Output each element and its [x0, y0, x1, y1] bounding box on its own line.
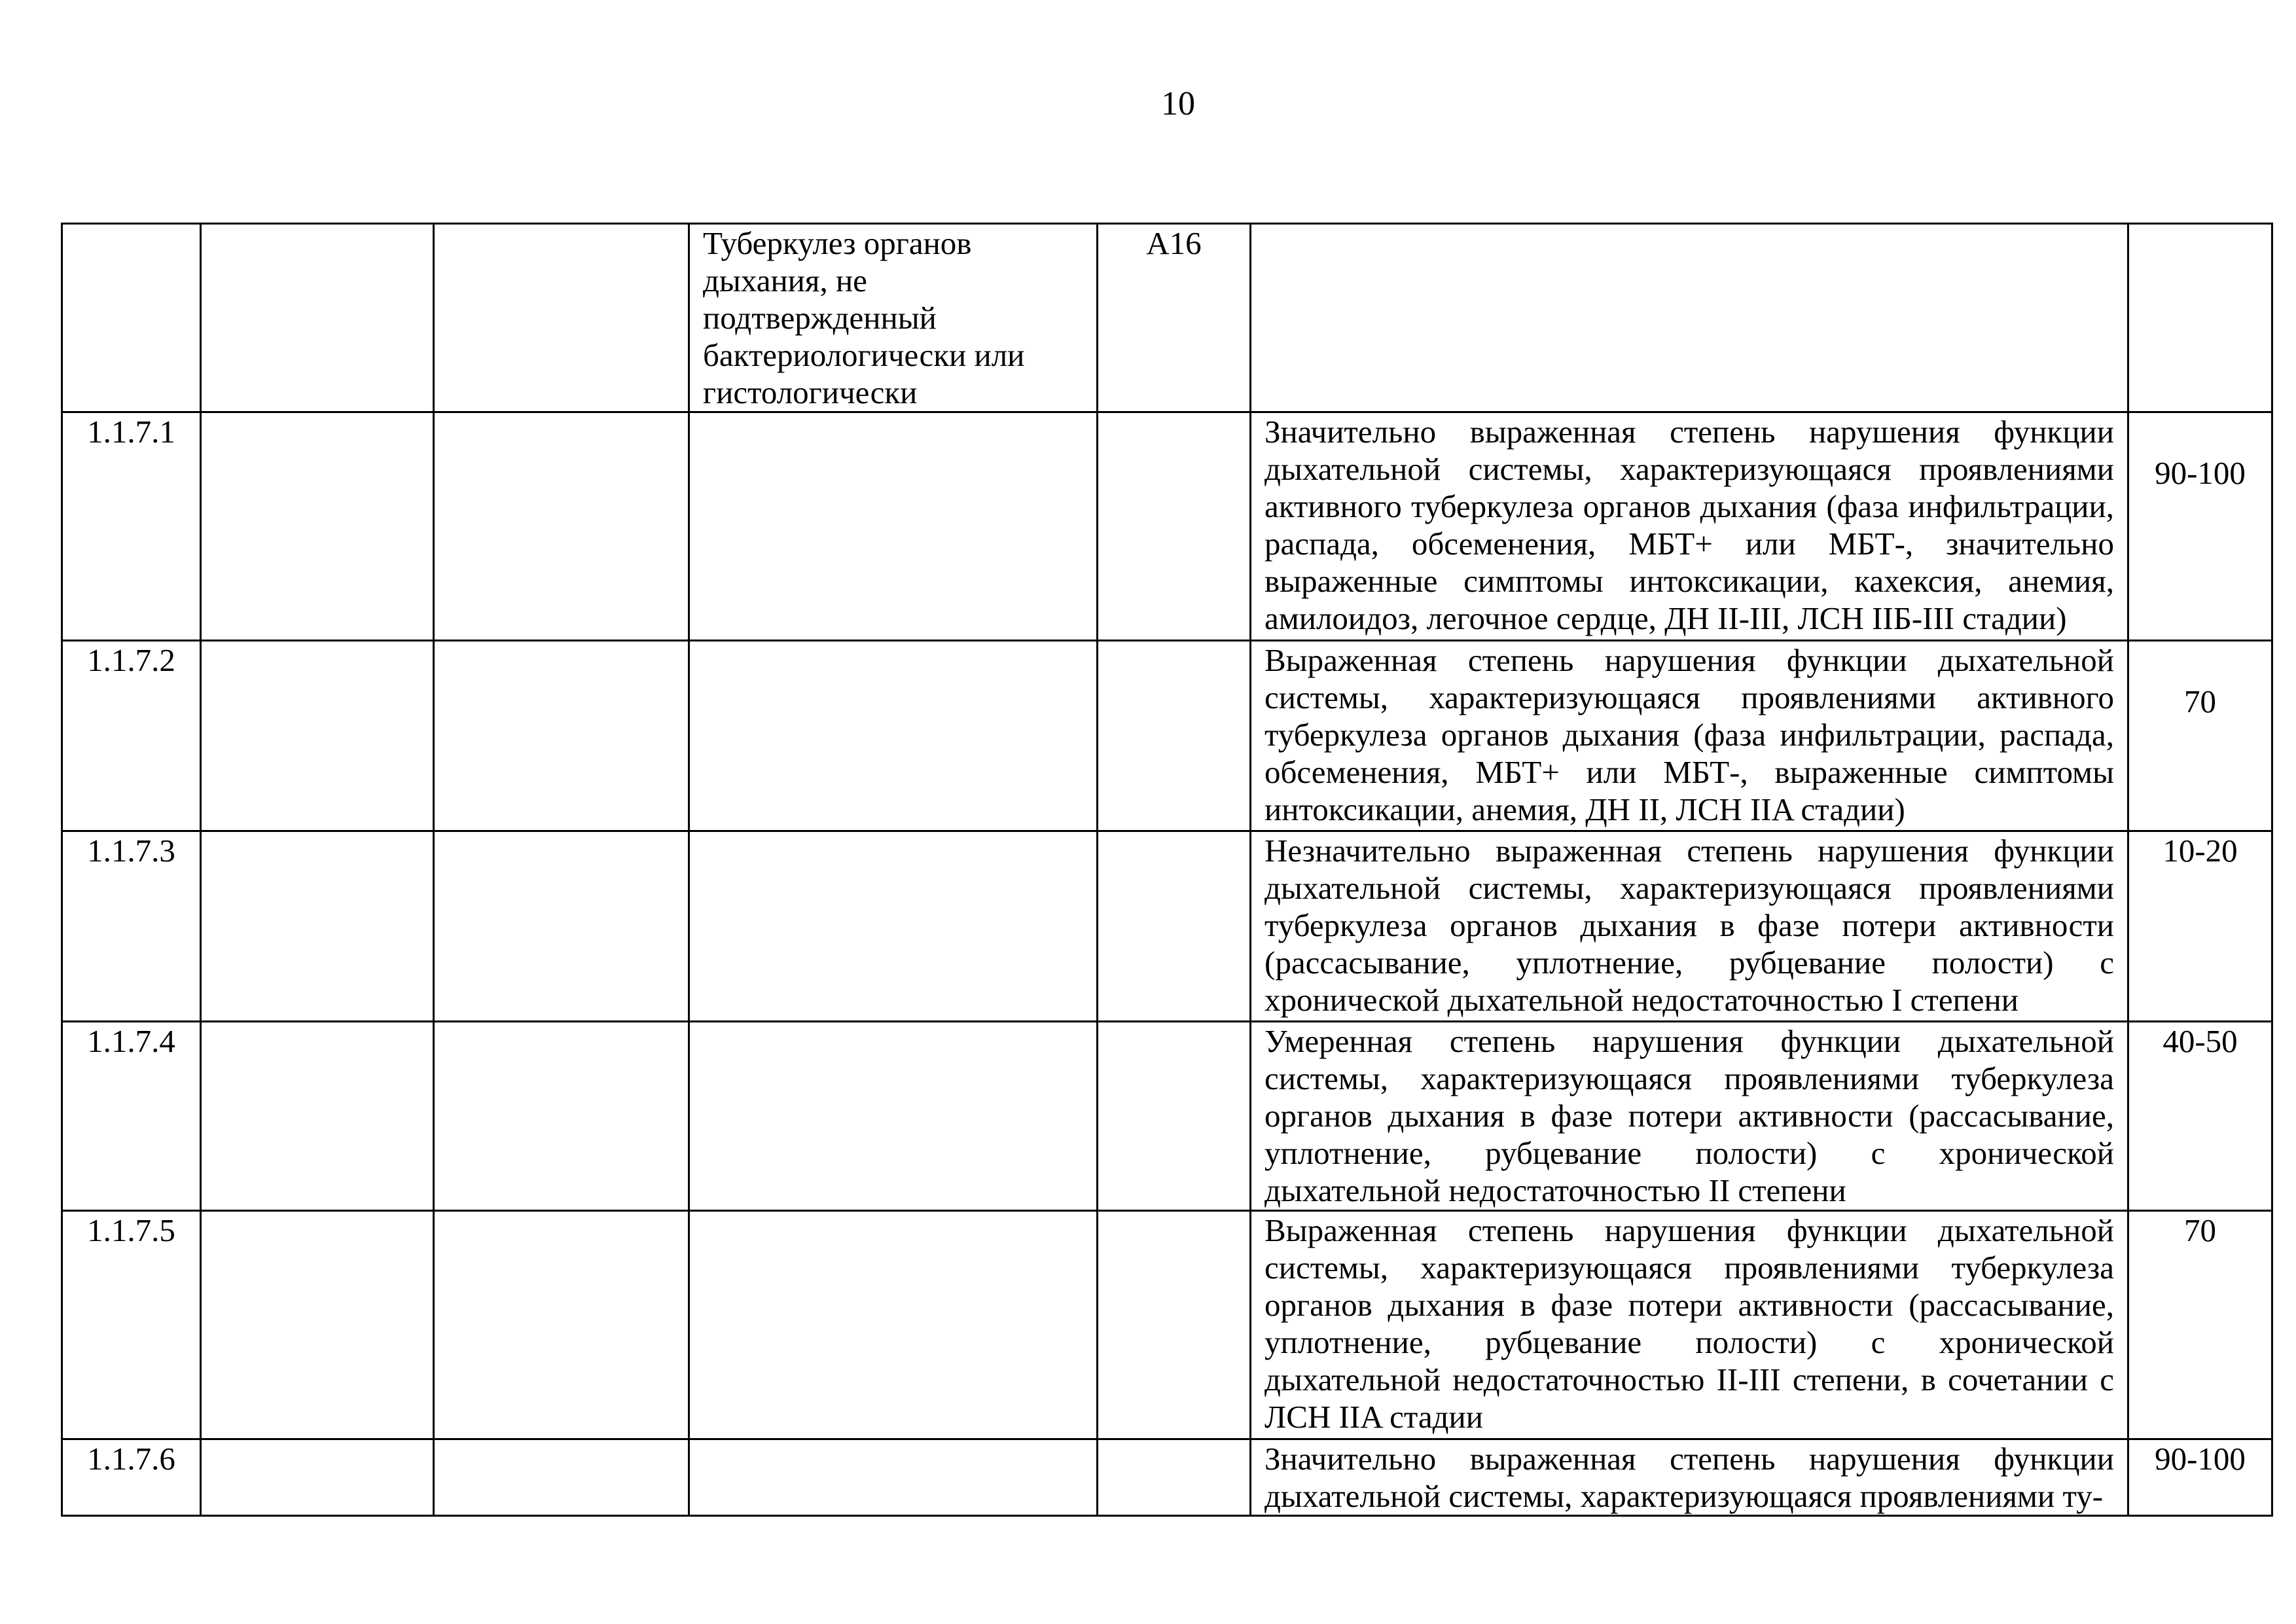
empty-cell [1098, 1211, 1251, 1439]
table-row [62, 1439, 2272, 1516]
icd-code-cell: A16 [1098, 224, 1251, 412]
empty-cell [1098, 641, 1251, 831]
percent-cell: 90-100 [2128, 1439, 2272, 1516]
row-number-cell: 1.1.7.1 [62, 412, 201, 641]
row-number-cell: 1.1.7.4 [62, 1022, 201, 1211]
description-cell: Выраженная степень нарушения функции дыхательной системы, характеризующаяся проявлениями активного туберкулеза органов дыхания (фаза инфильтрации, распада, обсеменения, МБТ+ или МБТ-, выраженные симптомы интоксикации, анемия, ДН II, ЛСН IIA стадии) [1251, 641, 2128, 831]
description-cell: Выраженная степень нарушения функции дыхательной системы, характеризующаяся проявлениями туберкулеза органов дыхания в фазе потери активности (рассасывание, уплотнение, рубцевание полости) с хронической дыхательной недостаточностью II-III степени, в сочетании с ЛСН IIA стадии [1251, 1211, 2128, 1439]
empty-cell [434, 1022, 689, 1211]
description-cell: Значительно выраженная степень нарушения функции дыхательной системы, характеризующаяся проявлениями ту- [1251, 1439, 2128, 1516]
table-row [62, 1211, 2272, 1439]
table-row-a16 [62, 224, 2272, 412]
description-cell: Умеренная степень нарушения функции дыхательной системы, характеризующаяся проявлениями туберкулеза органов дыхания в фазе потери активности (рассасывание, уплотнение, рубцевание полости) с хронической дыхательной недостаточностью II степени [1251, 1022, 2128, 1211]
empty-cell [201, 641, 434, 831]
table-row [62, 831, 2272, 1022]
row-number-cell [62, 224, 201, 412]
page-number: 10 [1161, 85, 1195, 122]
empty-cell [689, 1211, 1098, 1439]
empty-cell [434, 1439, 689, 1516]
table-row [62, 641, 2272, 831]
empty-cell [1098, 1022, 1251, 1211]
percent-cell: 40-50 [2128, 1022, 2272, 1211]
empty-cell [434, 1211, 689, 1439]
empty-cell [201, 224, 434, 412]
empty-cell [689, 641, 1098, 831]
row-number-cell: 1.1.7.3 [62, 831, 201, 1022]
empty-cell [1098, 412, 1251, 641]
percent-cell: 70 [2128, 1211, 2272, 1439]
empty-cell [201, 1439, 434, 1516]
empty-cell [201, 831, 434, 1022]
empty-cell [434, 641, 689, 831]
empty-cell [434, 831, 689, 1022]
percent-cell: 70 [2128, 641, 2272, 831]
empty-cell [689, 831, 1098, 1022]
empty-cell [201, 1211, 434, 1439]
row-number-cell: 1.1.7.2 [62, 641, 201, 831]
empty-cell [434, 412, 689, 641]
description-cell: Незначительно выраженная степень нарушения функции дыхательной системы, характеризующаяся проявлениями туберкулеза органов дыхания в фазе потери активности (рассасывание, уплотнение, рубцевание полости) с хронической дыхательной недостаточностью I степени [1251, 831, 2128, 1022]
empty-cell [201, 412, 434, 641]
empty-cell [689, 1439, 1098, 1516]
empty-cell [689, 1022, 1098, 1211]
description-cell [1251, 224, 2128, 412]
row-number-cell: 1.1.7.5 [62, 1211, 201, 1439]
table-row [62, 412, 2272, 641]
percent-cell [2128, 224, 2272, 412]
disability-criteria-table [61, 223, 2273, 1517]
empty-cell [201, 1022, 434, 1211]
disease-name-cell: Туберкулез органов дыхания, не подтвержденный бактериологически или гистологически [689, 224, 1098, 412]
percent-cell: 90-100 [2128, 412, 2272, 641]
empty-cell [434, 224, 689, 412]
empty-cell [1098, 831, 1251, 1022]
percent-cell: 10-20 [2128, 831, 2272, 1022]
row-number-cell: 1.1.7.6 [62, 1439, 201, 1516]
empty-cell [689, 412, 1098, 641]
empty-cell [1098, 1439, 1251, 1516]
table-row [62, 1022, 2272, 1211]
description-cell: Значительно выраженная степень нарушения функции дыхательной системы, характеризующаяся проявлениями активного туберкулеза органов дыхания (фаза инфильтрации, распада, обсеменения, МБТ+ или МБТ-, значительно выраженные симптомы интоксикации, кахексия, анемия, амилоидоз, легочное сердце, ДН II-III, ЛСН IIБ-III стадии) [1251, 412, 2128, 641]
